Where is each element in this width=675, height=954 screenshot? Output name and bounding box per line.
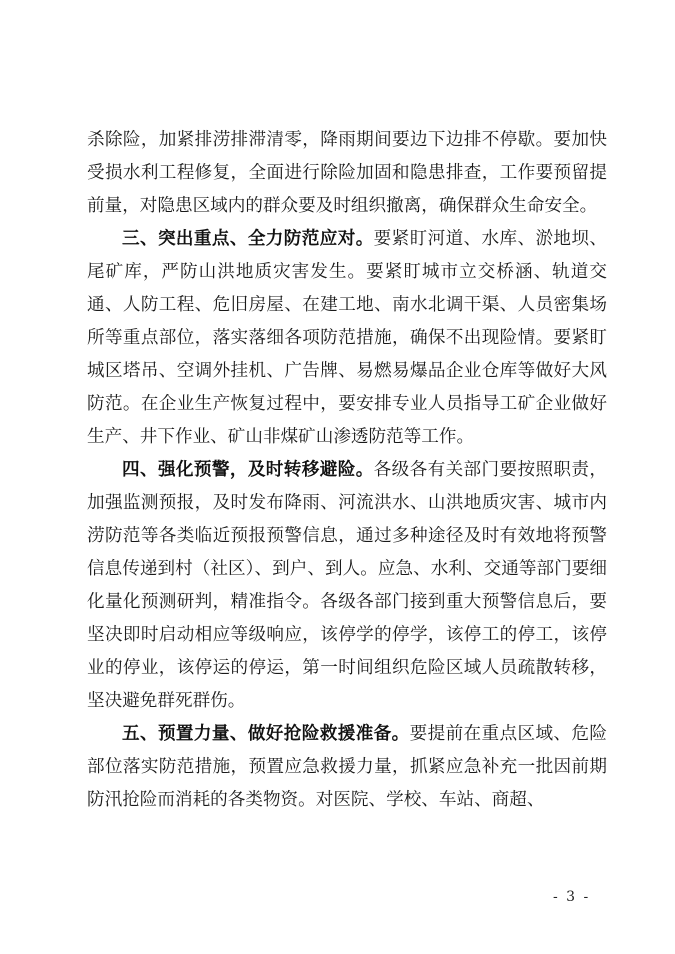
- section-5-heading: 五、预置力量、做好抢险救援准备。: [122, 724, 410, 744]
- page-number: - 3 -: [553, 889, 591, 905]
- section-3-heading: 三、突出重点、全力防范应对。: [122, 229, 374, 249]
- body-text: [87, 124, 607, 817]
- section-5-body: 要提前在重点区域、危险部位落实防范措施，预置应急救援力量，抓紧应急补充一批因前期防汛抢险而消耗的各类物资。对医院、学校、车站、商超、: [87, 724, 607, 810]
- paragraph-body: 杀除险，加紧排涝排滞清零，降雨期间要边下边排不停歇。要加快受损水利工程修复，全面进行除险加固和隐患排查，工作要预留提前量，对隐患区域内的群众要及时组织撤离，确保群众生命安全。: [87, 130, 607, 216]
- paragraph-section-3: [87, 223, 607, 454]
- paragraph-continuation: [87, 124, 607, 223]
- paragraph-section-4: [87, 454, 607, 718]
- section-3-body: 要紧盯河道、水库、淤地坝、尾矿库，严防山洪地质灾害发生。要紧盯城市立交桥涵、轨道交通、人防工程、危旧房屋、在建工地、南水北调干渠、人员密集场所等重点部位，落实落细各项防范措施，确保不出现险情。要紧盯城区塔吊、空调外挂机、广告牌、易燃易爆品企业仓库等做好大风防范。在企业生产恢复过程中，要安排专业人员指导工矿企业做好生产、井下作业、矿山非煤矿山渗透防范等工作。: [87, 229, 607, 447]
- section-4-heading: 四、强化预警，及时转移避险。: [122, 460, 374, 480]
- paragraph-section-5: [87, 718, 607, 817]
- section-4-body: 各级各有关部门要按照职责，加强监测预报，及时发布降雨、河流洪水、山洪地质灾害、城市内涝防范等各类临近预报预警信息，通过多种途径及时有效地将预警信息传递到村（社区）、到户、到人。应急、水利、交通等部门要细化量化预测研判，精准指令。各级各部门接到重大预警信息后，要坚决即时启动相应等级响应，该停学的停学，该停工的停工，该停业的停业，该停运的停运，第一时间组织危险区域人员疏散转移，坚决避免群死群伤。: [87, 460, 607, 711]
